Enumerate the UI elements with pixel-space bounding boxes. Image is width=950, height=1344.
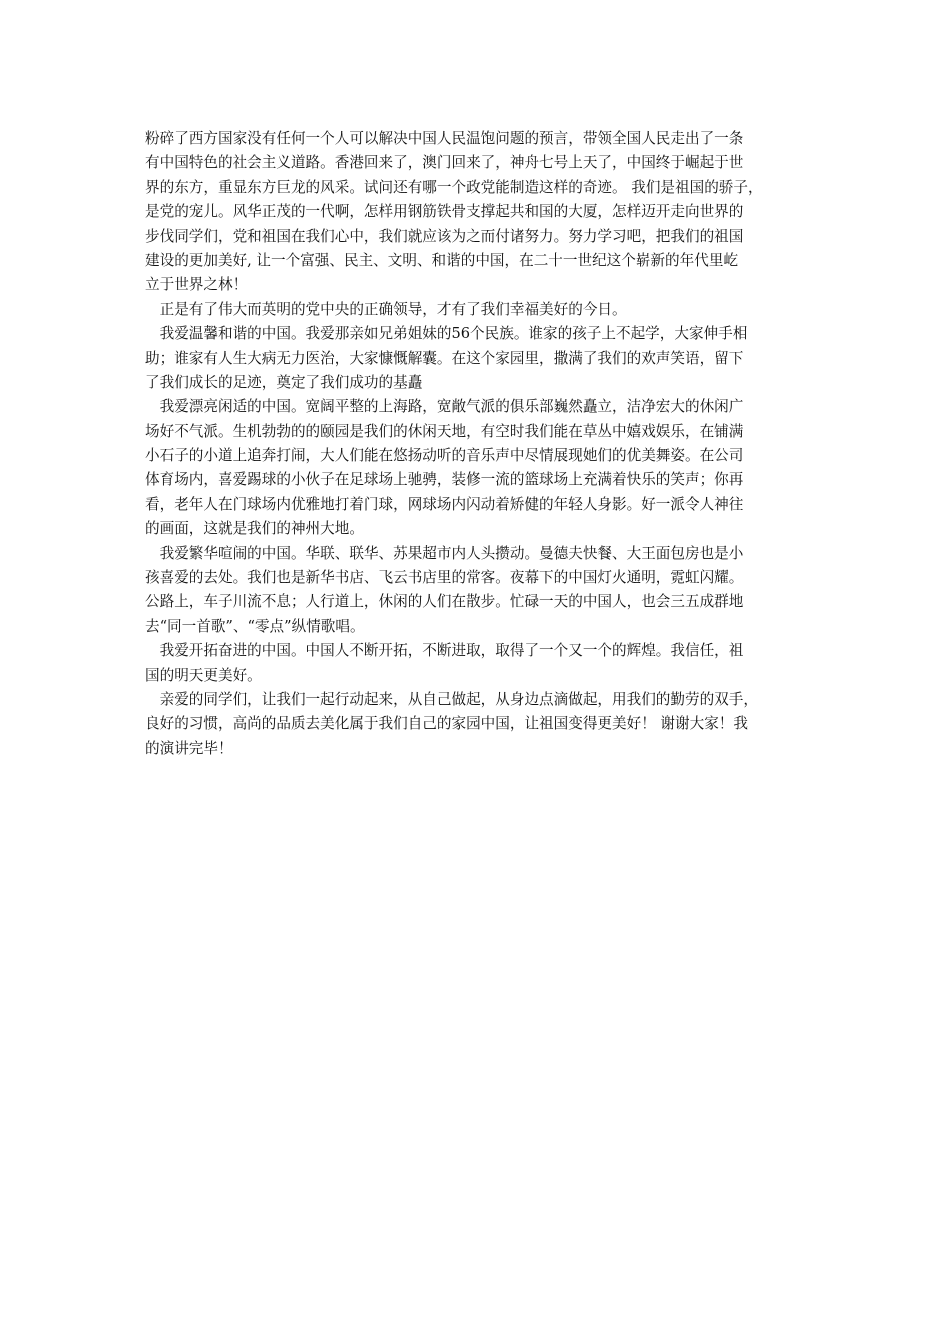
text-line: 小石子的小道上追奔打闹，大人们能在悠扬动听的音乐声中尽情展现她们的优美舞姿。在公司 [145, 447, 744, 465]
text-line: 我爱温馨和谐的中国。我爱那亲如兄弟姐妹的56个民族。谁家的孩子上不起学，大家伸手相 [145, 325, 748, 343]
text-line: 界的东方，重显东方巨龙的风采。试问还有哪一个政党能制造这样的奇迹。 我们是祖国的骄子， [145, 178, 763, 196]
text-line: 粉碎了西方国家没有任何一个人可以解决中国人民温饱问题的预言，带领全国人民走出了一条 [145, 130, 744, 147]
text-line: 步伐同学们，党和祖国在我们心中，我们就应该为之而付诸努力。努力学习吧，把我们的祖国 [145, 227, 744, 245]
text-line: 立于世界之林！ [145, 276, 248, 294]
text-line: 建设的更加美好, 让一个富强、民主、文明、和谐的中国，在二十一世纪这个崭新的年代里屹 [145, 251, 739, 269]
speech-text [145, 127, 810, 761]
text-line: 去“同一首歌”、“零点”纵情歌唱。 [145, 617, 365, 635]
text-line: 体育场内，喜爱踢球的小伙子在足球场上驰骋，装修一流的篮球场上充满着快乐的笑声；你再 [145, 471, 744, 489]
text-line: 孩喜爱的去处。我们也是新华书店、飞云书店里的常客。夜幕下的中国灯火通明，霓虹闪耀。 [145, 569, 744, 587]
text-line: 亲爱的同学们，让我们一起行动起来，从自己做起，从身边点滴做起，用我们的勤劳的双手， [145, 690, 758, 708]
text-line: 的画面，这就是我们的神州大地。 [145, 520, 364, 538]
text-line: 公路上，车子川流不息；人行道上，休闲的人们在散步。忙碌一天的中国人，也会三五成群地 [145, 593, 744, 611]
text-line: 有中国特色的社会主义道路。香港回来了，澳门回来了，神舟七号上天了，中国终于崛起于世 [145, 154, 744, 172]
text-line: 我爱漂亮闲适的中国。宽阔平整的上海路，宽敞气派的俱乐部巍然矗立，洁净宏大的休闲广 [145, 398, 744, 416]
text-line: 的演讲完毕！ [145, 739, 233, 757]
text-line: 我爱开拓奋进的中国。中国人不断开拓，不断进取，取得了一个又一个的辉煌。我信任，祖 [145, 642, 744, 660]
text-line: 场好不气派。生机勃勃的的颐园是我们的休闲天地，有空时我们能在草丛中嬉戏娱乐，在铺满 [145, 422, 744, 440]
text-line: 是党的宠儿。风华正茂的一代啊，怎样用钢筋铁骨支撑起共和国的大厦，怎样迈开走向世界的 [145, 203, 744, 221]
text-line: 我爱繁华喧闹的中国。华联、联华、苏果超市内人头攒动。曼德夫快餐、大王面包房也是小 [145, 544, 744, 562]
text-line: 国的明天更美好。 [145, 666, 262, 684]
text-line: 良好的习惯，高尚的品质去美化属于我们自己的家园中国，让祖国变得更美好！ 谢谢大家！我 [145, 715, 748, 733]
text-line: 看，老年人在门球场内优雅地打着门球，网球场内闪动着矫健的年轻人身影。好一派令人神往 [145, 495, 744, 513]
text-line: 了我们成长的足迹，奠定了我们成功的基矗 [145, 373, 423, 391]
text-line: 助；谁家有人生大病无力医治，大家慷慨解囊。在这个家园里，撒满了我们的欢声笑语，留下 [145, 349, 744, 367]
text-line: 正是有了伟大而英明的党中央的正确领导，才有了我们幸福美好的今日。 [145, 300, 627, 318]
